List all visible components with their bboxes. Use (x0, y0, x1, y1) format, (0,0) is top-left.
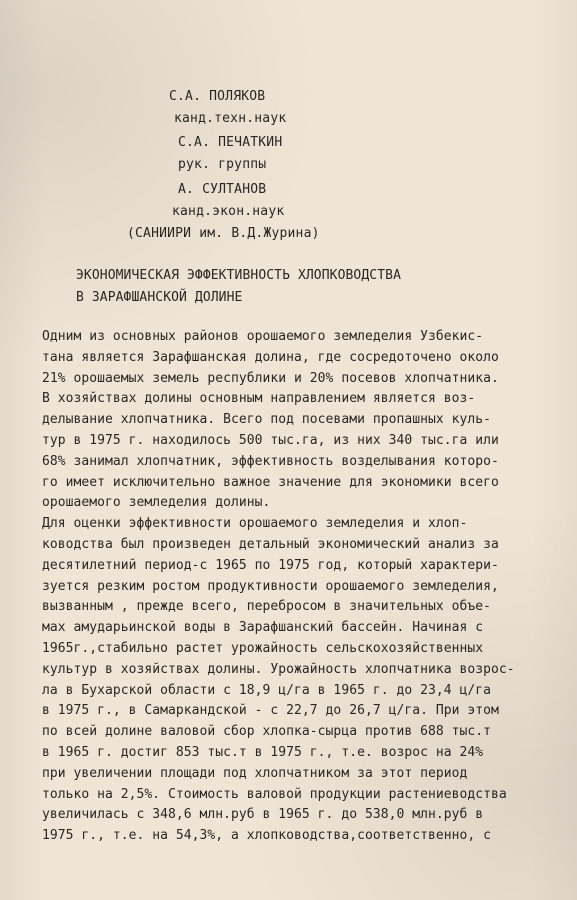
author-2-role: рук. группы (178, 157, 267, 172)
body-line-8: го имеет исключительно важное значение для экономики всего (42, 474, 499, 490)
body-line-13: зуется резким ростом продуктивности орошаемого земледелия, (42, 578, 499, 594)
body-line-12: десятилетний период-с 1965 по 1975 год, который характери- (42, 557, 499, 573)
body-line-2: тана является Зарафшанская долина, где сосредоточено около (42, 349, 499, 365)
body-line-18: ла в Бухарской области с 18,9 ц/га в 1965 г. до 23,4 ц/га (42, 682, 491, 698)
body-line-21: в 1965 г. достиг 853 тыс.т в 1975 г., т.е. возрос на 24% (42, 744, 484, 760)
author-3-degree: канд.экон.наук (172, 204, 285, 219)
body-line-15: мах амударьинской воды в Зарафшанский бассейн. Начиная с (42, 620, 484, 636)
body-line-10: Для оценки эффективности орошаемого земледелия и хлоп- (42, 516, 468, 532)
body-line-23: только на 2,5%. Стоимость валовой продукции растениеводства (42, 786, 507, 802)
body-line-9: орошаемого земледелия долины. (42, 495, 271, 511)
body-line-22: при увеличении площади под хлопчатником за этот период (42, 765, 468, 781)
body-line-5: делывание хлопчатника. Всего под посевами пропашных куль- (42, 412, 491, 428)
body-line-24: увеличилась с 348,6 млн.руб в 1965 г. до 538,0 млн.руб в (42, 807, 484, 823)
article-body (42, 327, 532, 847)
body-line-19: в 1975 г., в Самаркандской - с 22,7 до 26,7 ц/га. При этом (42, 703, 499, 719)
body-line-17: культур в хозяйствах долины. Урожайность хлопчатника возрос- (42, 661, 515, 677)
body-line-7: 68% занимал хлопчатник, эффективность возделывания которо- (42, 453, 499, 469)
body-line-25: 1975 г., т.е. на 54,3%, а хлопководства,соответственно, с (42, 828, 491, 844)
body-line-1: Одним из основных районов орошаемого земледелия Узбекис- (42, 329, 484, 344)
author-1-name: С.А. ПОЛЯКОВ (169, 89, 266, 104)
body-line-4: В хозяйствах долины основным направлением является воз- (42, 391, 476, 407)
author-2-name: С.А. ПЕЧАТКИН (178, 135, 283, 150)
institution-line: (САНИИРИ им. В.Д.Журина) (127, 226, 320, 241)
article-title: ЭКОНОМИЧЕСКАЯ ЭФФЕКТИВНОСТЬ ХЛОПКОВОДСТВА В ЗАРАФШАНСКОЙ ДОЛИНЕ (76, 268, 401, 305)
body-line-3: 21% орошаемых земель республики и 20% посевов хлопчатника. (42, 370, 499, 386)
body-line-16: 1965г.,стабильно растет урожайность сельскохозяйственных (42, 640, 484, 656)
author-1-degree: канд.техн.наук (174, 111, 287, 126)
body-line-6: тур в 1975 г. находилось 500 тыс.га, из них 340 тыс.га или (42, 432, 499, 448)
author-3-name: А. СУЛТАНОВ (178, 182, 267, 197)
body-line-11: ководства был произведен детальный экономический анализ за (42, 536, 499, 552)
body-line-20: по всей долине валовой сбор хлопка-сырца против 688 тыс.т (42, 724, 491, 740)
body-line-14: вызванным , прежде всего, перебросом в значительных объе- (42, 599, 491, 615)
